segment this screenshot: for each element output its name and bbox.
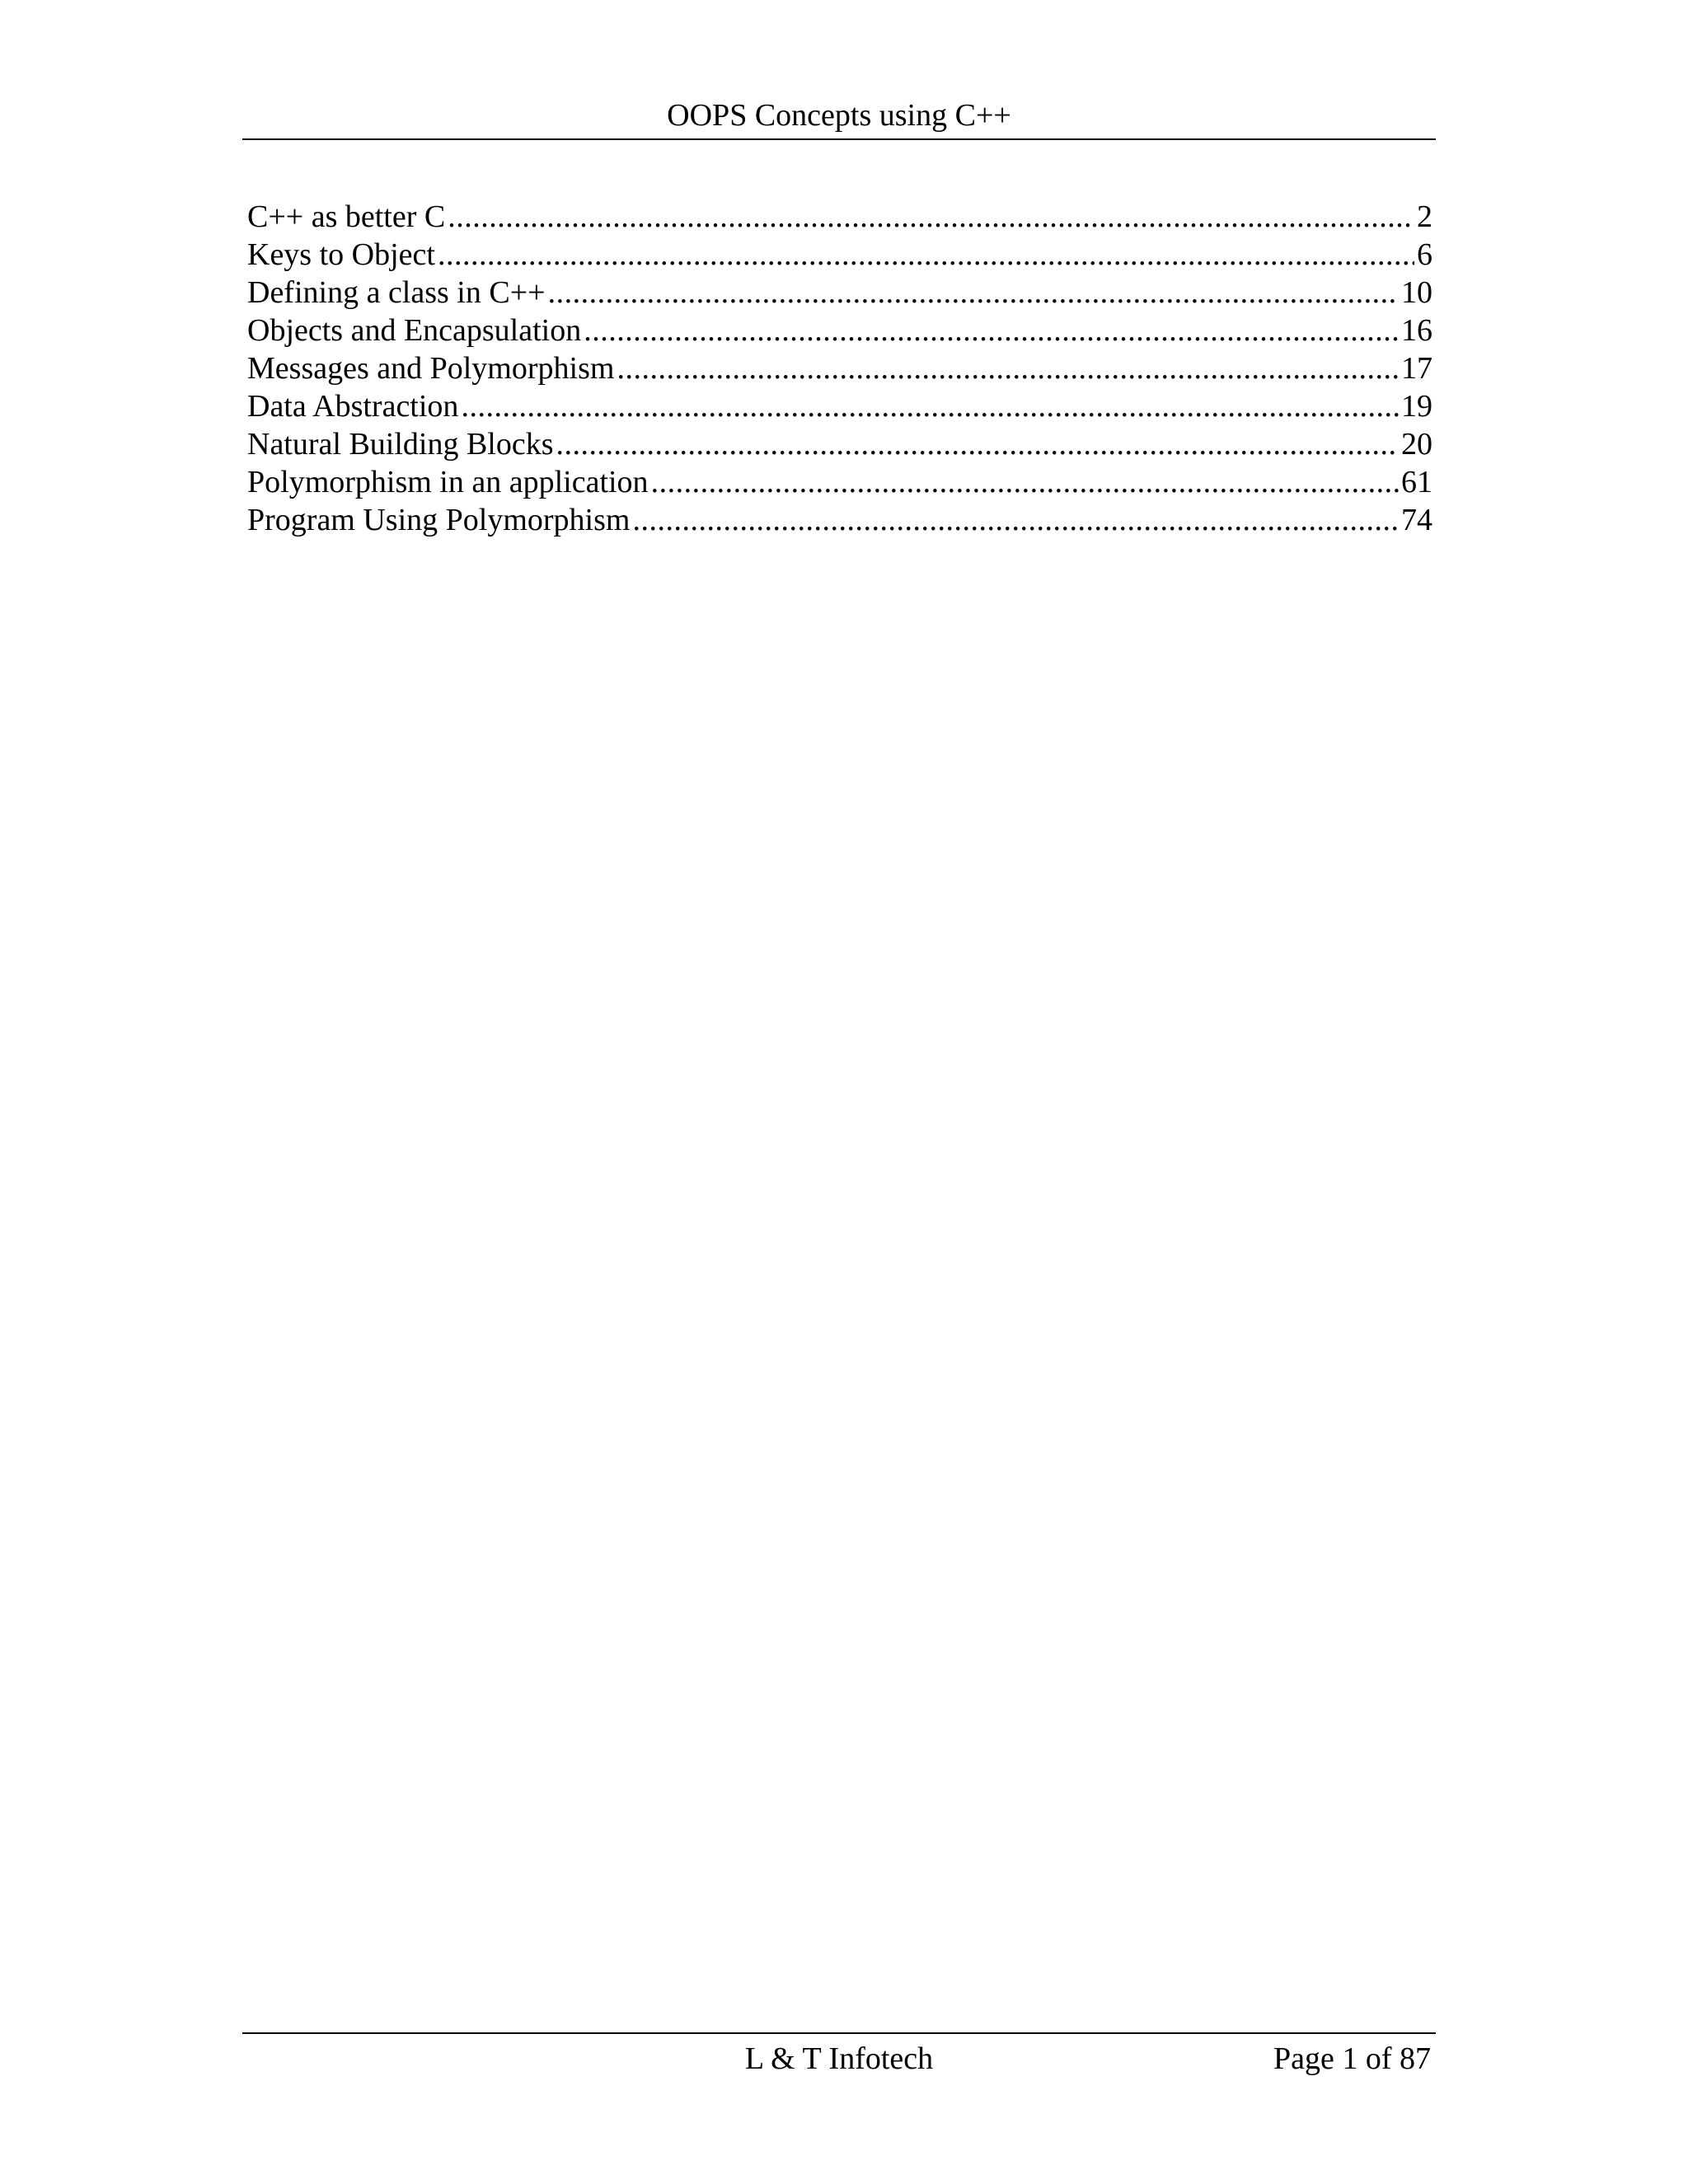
table-of-contents xyxy=(247,198,1432,539)
toc-dot-leader xyxy=(461,387,1399,425)
toc-entry-page: 16 xyxy=(1401,313,1432,348)
toc-entry-title: Defining a class in C++ xyxy=(247,275,546,310)
toc-entry-page: 2 xyxy=(1417,199,1432,234)
toc-dot-leader xyxy=(548,274,1399,312)
document-title: OOPS Concepts using C++ xyxy=(667,98,1011,133)
toc-entry[interactable] xyxy=(247,236,1432,274)
footer-organization: L & T Infotech xyxy=(744,2041,934,2076)
toc-dot-leader xyxy=(438,236,1414,274)
toc-entry[interactable] xyxy=(247,198,1432,236)
toc-entry-title: Natural Building Blocks xyxy=(247,427,554,462)
toc-entry-page: 19 xyxy=(1401,389,1432,424)
toc-entry-page: 17 xyxy=(1401,351,1432,386)
toc-dot-leader xyxy=(617,349,1399,387)
toc-entry-page: 74 xyxy=(1401,503,1432,537)
toc-entry[interactable] xyxy=(247,501,1432,539)
toc-entry-title: Data Abstraction xyxy=(247,389,459,424)
footer-page-number: Page 1 of 87 xyxy=(1273,2041,1431,2076)
toc-entry-title: Polymorphism in an application xyxy=(247,465,649,499)
toc-dot-leader xyxy=(632,501,1399,539)
toc-entry-title: Objects and Encapsulation xyxy=(247,313,582,348)
page-header xyxy=(242,96,1436,140)
page-footer xyxy=(242,2032,1436,2080)
toc-dot-leader xyxy=(651,463,1399,501)
toc-entry-page: 20 xyxy=(1401,427,1432,462)
toc-dot-leader xyxy=(448,198,1414,236)
toc-entry-title: C++ as better C xyxy=(247,199,446,234)
toc-entry-page: 61 xyxy=(1401,465,1432,499)
toc-entry-title: Keys to Object xyxy=(247,237,435,272)
toc-entry[interactable] xyxy=(247,349,1432,387)
toc-dot-leader xyxy=(556,425,1399,463)
toc-entry[interactable] xyxy=(247,425,1432,463)
toc-entry[interactable] xyxy=(247,387,1432,425)
toc-entry-page: 10 xyxy=(1401,275,1432,310)
toc-entry[interactable] xyxy=(247,312,1432,349)
toc-entry-title: Program Using Polymorphism xyxy=(247,503,631,537)
toc-entry[interactable] xyxy=(247,274,1432,312)
toc-dot-leader xyxy=(584,312,1399,349)
toc-entry[interactable] xyxy=(247,463,1432,501)
toc-entry-title: Messages and Polymorphism xyxy=(247,351,615,386)
toc-entry-page: 6 xyxy=(1417,237,1432,272)
